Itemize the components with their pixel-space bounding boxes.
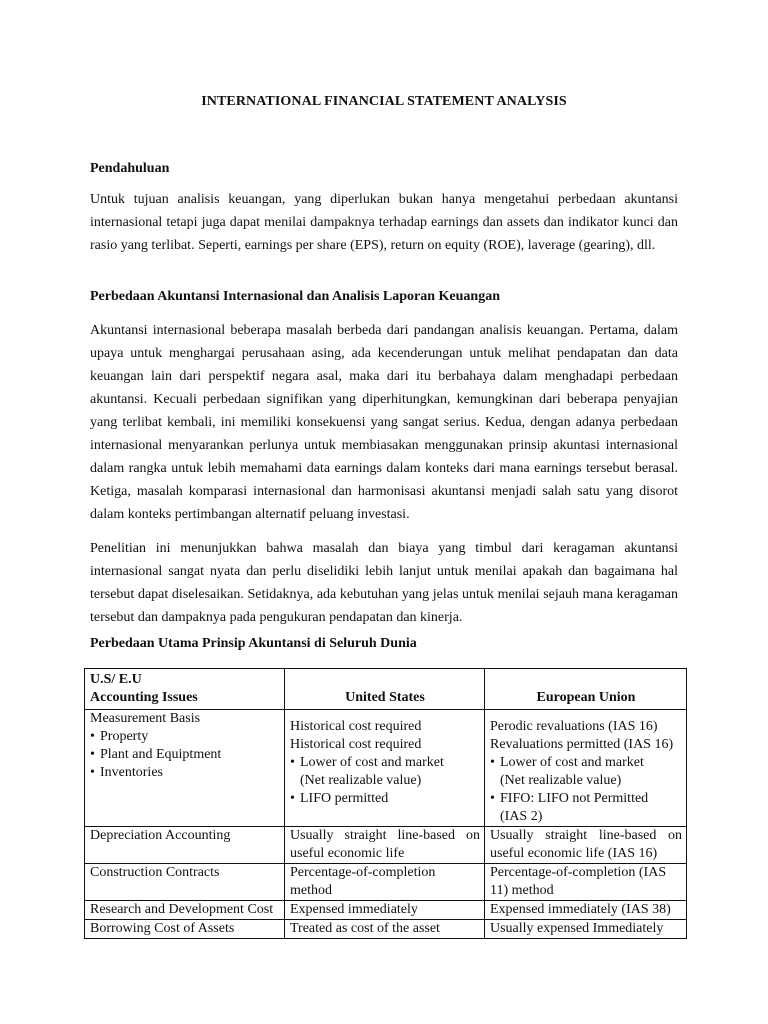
cell-issue: Depreciation Accounting	[85, 827, 285, 864]
heading-perbedaan-utama: Perbedaan Utama Prinsip Akuntansi di Seluruh Dunia	[90, 636, 417, 651]
header-european-union: European Union	[485, 669, 687, 710]
table-row	[85, 827, 687, 864]
cell-issue: Construction Contracts	[85, 864, 285, 901]
list-item: • Lower of cost and market	[490, 755, 644, 770]
paragraph-pendahuluan: Untuk tujuan analisis keuangan, yang diperlukan bukan hanya mengetahui perbedaan akuntansi internasional tetapi juga dapat menilai dampaknya terhadap earnings dan assets dan indikator kunci dan rasio yang terlibat. Seperti, earnings per share (EPS), return on equity (ROE), laverage (gearing), dll.	[90, 192, 678, 253]
document-title: INTERNATIONAL FINANCIAL STATEMENT ANALYSIS	[201, 94, 567, 109]
cell-issue: Borrowing Cost of Assets	[85, 920, 285, 939]
cell-eu: Expensed immediately (IAS 38)	[485, 901, 687, 920]
cell-measurement-issue	[85, 710, 285, 827]
list-item: • LIFO permitted	[290, 791, 389, 806]
paragraph-perbedaan-2: Penelitian ini menunjukkan bahwa masalah dan biaya yang timbul dari keragaman akuntansi internasional sangat nyata dan perlu diselidiki lebih lanjut untuk menilai apakah dan bagaimana hal tersebut dapat diselesaikan. Setidaknya, ada kebutuhan yang jelas untuk menilai sejauh mana keragaman tersebut dan dampaknya pada pengukuran pendapatan dan kinerja.	[90, 541, 678, 625]
cell-issue: Research and Development Cost	[85, 901, 285, 920]
accounting-comparison-table	[84, 668, 687, 939]
cell-us: Expensed immediately	[285, 901, 485, 920]
cell-eu: Usually expensed Immediately	[485, 920, 687, 939]
cell-eu: Percentage-of-completion (IAS 11) method	[485, 864, 687, 901]
cell-us: Treated as cost of the asset	[285, 920, 485, 939]
list-item: • FIFO: LIFO not Permitted	[490, 791, 649, 806]
cell-eu: Usually straight line-based on useful economic life (IAS 16)	[485, 827, 687, 864]
header-accounting-issues: U.S/ E.U Accounting Issues	[85, 669, 285, 710]
table-row-measurement	[85, 710, 687, 827]
paragraph-perbedaan-1: Akuntansi internasional beberapa masalah berbeda dari pandangan analisis keuangan. Pertama, dalam upaya untuk menghargai perusahaan asing, ada kecenderungan untuk melihat pendapatan dan data keuangan lain dari perspektif negara asal, maka dari itu berbahaya dalam menghadapi perbedaan akuntansi. Kecuali perbedaan signifikan yang diperhitungkan, kemungkinan dari beberapa penyajian yang terlibat kembali, ini memiliki konsekuensi yang sangat serius. Kedua, dengan adanya perbedaan internasional menyarankan perlunya untuk membiasakan menggunakan prinsip akuntasi internasional dalam rangka untuk lebih memahami data earnings dalam konteks dari mana earnings tersebut berasal. Ketiga, masalah komparasi internasional dan harmonisasi akuntansi menjadi salah satu yang disorot dalam konteks pertimbangan alternatif peluang investasi.	[90, 323, 678, 522]
list-item: • Inventories	[90, 765, 163, 780]
cell-us: Percentage-of-completion method	[285, 864, 485, 901]
list-item: • Lower of cost and market	[290, 755, 444, 770]
header-united-states: United States	[285, 669, 485, 710]
cell-measurement-eu: Perodic revaluations (IAS 16) Revaluations permitted (IAS 16) • Lower of cost and market (Net realizable value) • FIFO: LIFO not Permitted (IAS 2)	[485, 710, 687, 827]
heading-pendahuluan: Pendahuluan	[90, 161, 170, 176]
heading-perbedaan-akuntansi: Perbedaan Akuntansi Internasional dan Analisis Laporan Keuangan	[90, 289, 501, 304]
table-header-row	[85, 669, 687, 710]
measurement-label: Measurement Basis	[90, 711, 201, 726]
table-row	[85, 864, 687, 901]
list-item: • Plant and Equiptment	[90, 747, 222, 762]
table-row	[85, 920, 687, 939]
table-row	[85, 901, 687, 920]
list-item: • Property	[90, 729, 149, 744]
cell-measurement-us: Historical cost required Historical cost required • Lower of cost and market (Net realizable value) • LIFO permitted	[285, 710, 485, 827]
cell-us: Usually straight line-based on useful economic life	[285, 827, 485, 864]
